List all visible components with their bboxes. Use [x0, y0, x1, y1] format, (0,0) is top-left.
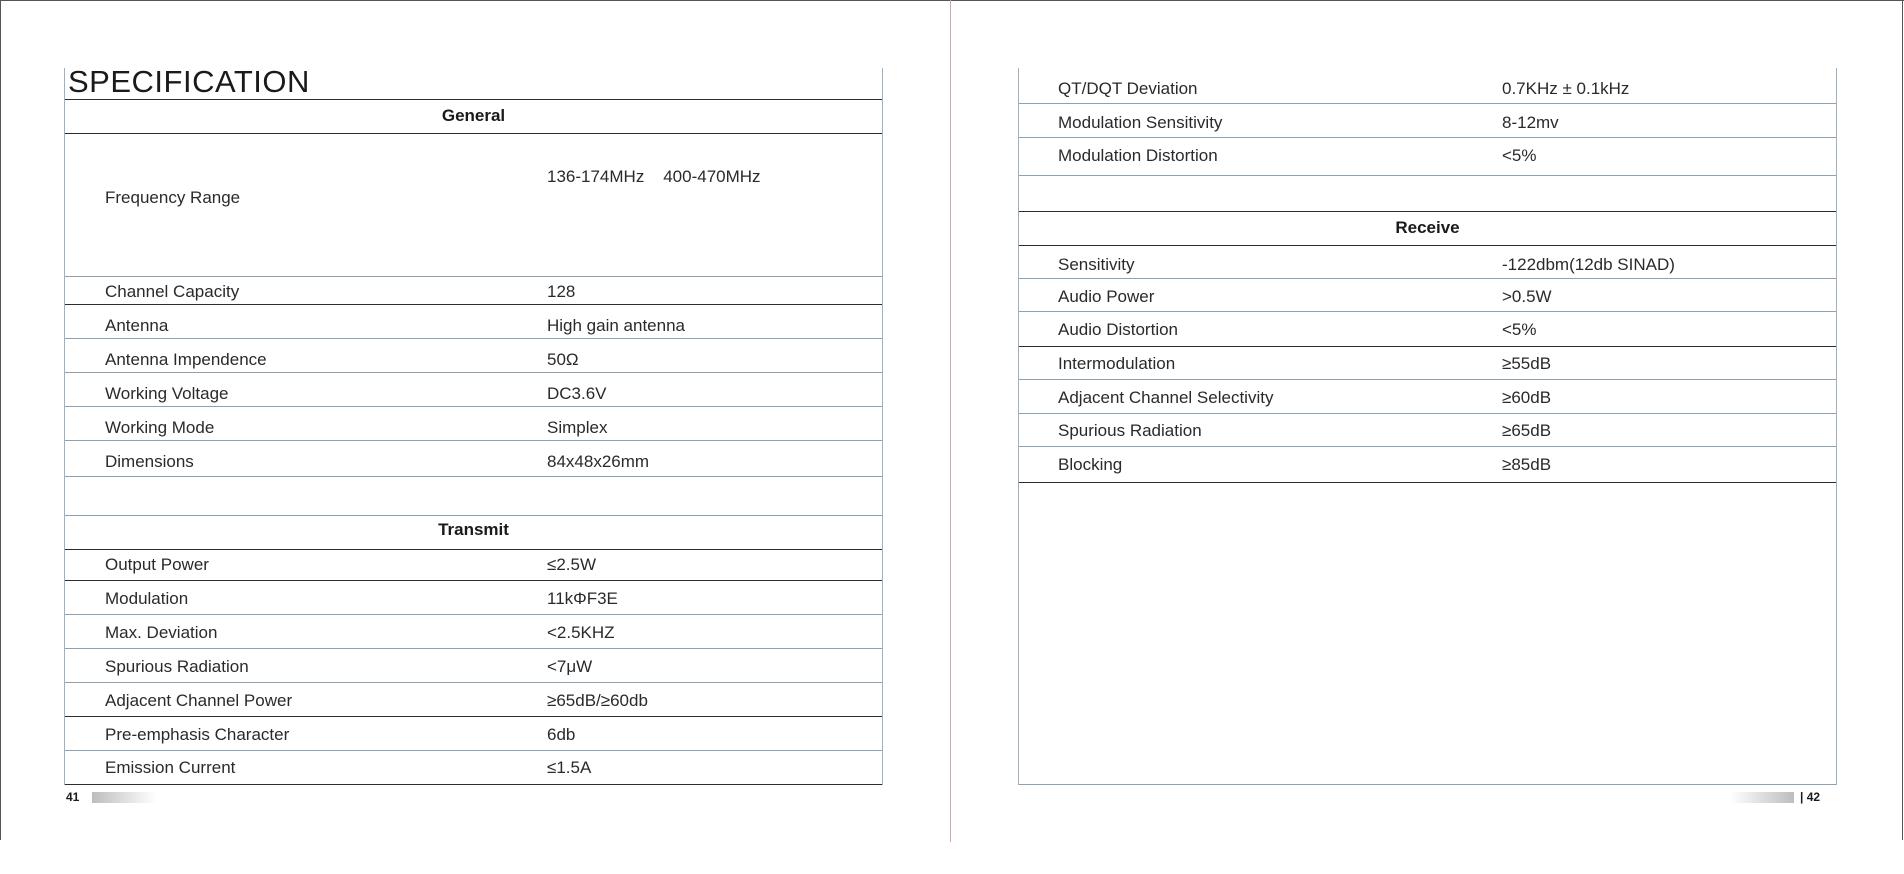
table-rule [1019, 137, 1836, 138]
table-rule [65, 133, 882, 134]
spec-value: <5% [1502, 146, 1537, 165]
spec-value: ≥60dB [1502, 388, 1552, 407]
spec-value: 50Ω [547, 350, 579, 369]
table-rule [65, 549, 882, 550]
spec-value: High gain antenna [547, 316, 686, 335]
spec-value: 11kΦF3E [547, 589, 618, 608]
table-rule [65, 476, 882, 477]
spec-value: 136-174MHz 400-470MHz [547, 167, 761, 186]
spec-label: Intermodulation [1058, 354, 1176, 373]
table-rule [1019, 446, 1836, 447]
spec-label: Sensitivity [1058, 255, 1135, 274]
spec-value: >0.5W [1502, 287, 1552, 306]
spec-table-right [1018, 68, 1837, 785]
spec-label: Audio Distortion [1058, 320, 1179, 339]
spec-value: ≥55dB [1502, 354, 1552, 373]
page-number-left: 41 [66, 790, 80, 804]
spec-value: DC3.6V [547, 384, 607, 403]
spec-value: 8-12mv [1502, 113, 1559, 132]
table-rule [1019, 245, 1836, 246]
table-rule [65, 276, 882, 277]
table-rule [1019, 482, 1836, 483]
table-rule [1019, 311, 1836, 312]
table-rule [65, 716, 882, 717]
table-rule [1019, 784, 1836, 785]
spec-value: <5% [1502, 320, 1537, 339]
spec-value: ≥85dB [1502, 455, 1552, 474]
spec-label: Audio Power [1058, 287, 1155, 306]
spec-label: Modulation Sensitivity [1058, 113, 1223, 132]
table-rule [1019, 379, 1836, 380]
table-rule [65, 750, 882, 751]
table-rule [1019, 413, 1836, 414]
spec-label: Dimensions [105, 452, 194, 471]
spec-value: 0.7KHz ± 0.1kHz [1502, 79, 1630, 98]
spec-label: Working Mode [105, 418, 215, 437]
spec-label: Max. Deviation [105, 623, 218, 642]
section-header-general: General [441, 106, 506, 125]
footer-bar-right [1730, 792, 1794, 803]
table-rule [1019, 211, 1836, 212]
spec-value: <2.5KHZ [547, 623, 615, 642]
spec-label: Antenna [105, 316, 169, 335]
spec-label: Modulation Distortion [1058, 146, 1218, 165]
table-rule [65, 580, 882, 581]
spec-value: ≤1.5A [547, 758, 592, 777]
table-rule [1019, 103, 1836, 104]
spec-value: <7μW [547, 657, 593, 676]
spec-label: Frequency Range [105, 188, 241, 207]
section-header-transmit: Transmit [438, 520, 509, 539]
table-rule [65, 440, 882, 441]
table-rule [65, 614, 882, 615]
page-edge-left [0, 0, 1, 840]
table-rule [1019, 278, 1836, 279]
spec-label: Output Power [105, 555, 209, 574]
page-edge-top [0, 0, 1904, 1]
table-rule [65, 515, 882, 516]
table-rule [1019, 175, 1836, 176]
spec-value: -122dbm(12db SINAD) [1502, 255, 1675, 274]
table-rule [65, 648, 882, 649]
spec-label: Pre-emphasis Character [105, 725, 290, 744]
page-edge-right [1902, 0, 1903, 840]
table-rule [1019, 346, 1836, 347]
page-spine [950, 0, 951, 842]
spec-value: ≤2.5W [547, 555, 597, 574]
spec-value: 84x48x26mm [547, 452, 650, 471]
spec-label: Spurious Radiation [105, 657, 249, 676]
spec-label: Blocking [1058, 455, 1123, 474]
footer-bar-left [92, 792, 156, 803]
spec-value: ≥65dB/≥60db [547, 691, 648, 710]
page-number-value: 42 [1806, 790, 1821, 804]
spec-label: Modulation [105, 589, 189, 608]
spec-label: Channel Capacity [105, 282, 240, 301]
spec-value: Simplex [547, 418, 608, 437]
table-rule [65, 784, 882, 785]
spec-label: Adjacent Channel Selectivity [1058, 388, 1274, 407]
spec-label: Emission Current [105, 758, 236, 777]
section-header-receive: Receive [1395, 218, 1460, 237]
spec-label: Working Voltage [105, 384, 229, 403]
spec-table-left [64, 68, 883, 785]
spec-value: 128 [547, 282, 576, 301]
page-number-right: | 42 [1800, 790, 1821, 804]
spec-value: 6db [547, 725, 576, 744]
table-rule [65, 304, 882, 305]
table-rule [65, 372, 882, 373]
spec-label: QT/DQT Deviation [1058, 79, 1198, 98]
table-rule [65, 406, 882, 407]
spec-label: Adjacent Channel Power [105, 691, 293, 710]
spec-value: ≥65dB [1502, 421, 1552, 440]
table-rule [65, 682, 882, 683]
table-rule [65, 338, 882, 339]
page-title: SPECIFICATION [68, 64, 310, 99]
spec-label: Spurious Radiation [1058, 421, 1202, 440]
table-rule [65, 99, 882, 100]
spec-label: Antenna Impendence [105, 350, 267, 369]
